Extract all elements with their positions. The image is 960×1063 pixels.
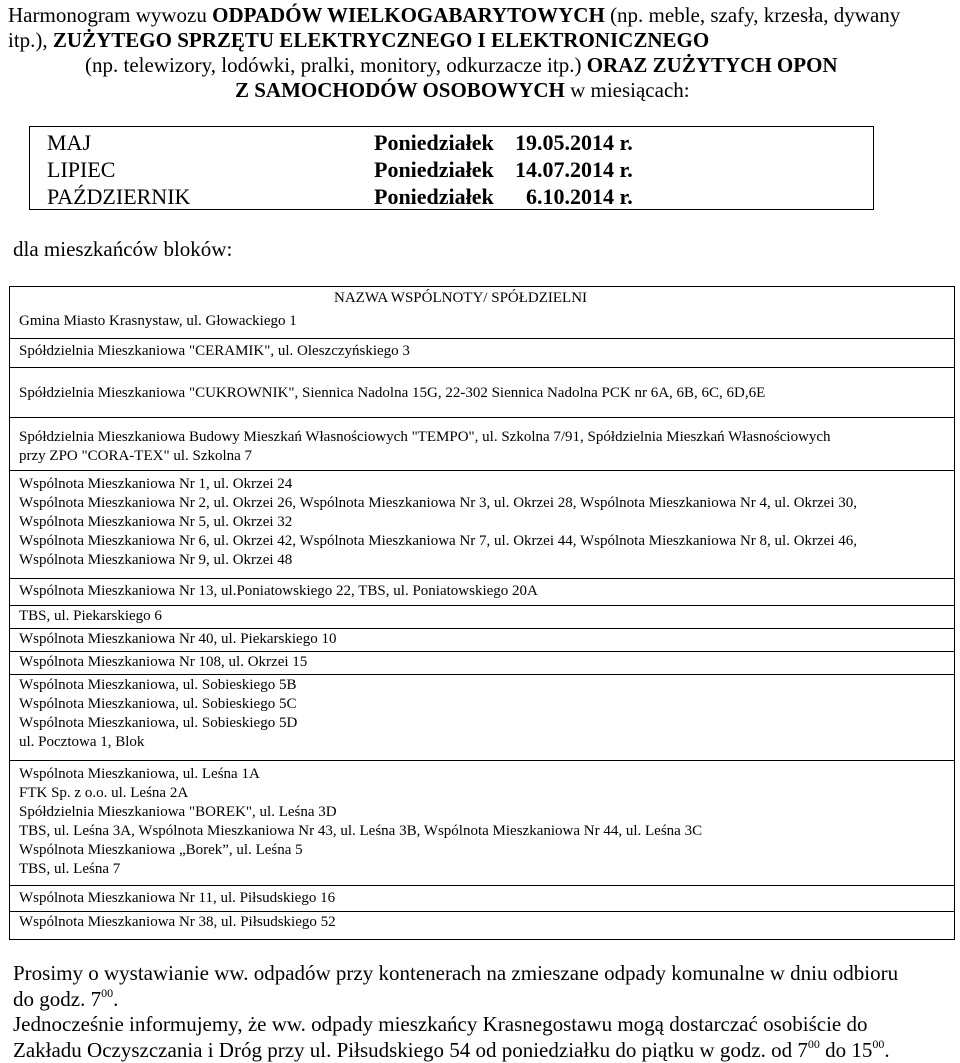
row-divider [10,367,954,368]
table-row: Spółdzielnia Mieszkaniowa Budowy Mieszkań Własnościowych "TEMPO", ul. Szkolna 7/91, Spółdzielnia Mieszkań Własnościowych przy ZPO "CORA-TEX" ul. Szkolna 7 [19,429,831,464]
table-row: TBS, ul. Piekarskiego 6 [19,608,162,624]
row-divider [10,911,954,912]
schedule-date: 19.05.2014 r. [515,130,633,155]
row-divider [10,417,954,418]
title-line-2: itp.), ZUŻYTEGO SPRZĘTU ELEKTRYCZNEGO I ELEKTRONICZNEGO [8,28,710,52]
row-divider [10,885,954,886]
schedule-day: Poniedziałek [374,130,494,155]
table-row: Wspólnota Mieszkaniowa Nr 11, ul. Piłsudskiego 16 [19,890,336,906]
title-line-3: (np. telewizory, lodówki, pralki, monitory, odkurzacze itp.) ORAZ ZUŻYTYCH OPON [85,53,838,77]
schedule-day: Poniedziałek [374,157,494,182]
table-row: Gmina Miasto Krasnystaw, ul. Głowackiego 1 [19,313,297,329]
footer-notice [13,961,958,1063]
row-divider [10,338,954,339]
row-divider [10,628,954,629]
footer-line-1: Prosimy o wystawianie ww. odpadów przy kontenerach na zmieszane odpady komunalne w dniu odbioru [13,961,899,985]
table-row: Spółdzielnia Mieszkaniowa "CUKROWNIK", Siennica Nadolna 15G, 22-302 Siennica Nadolna PCK nr 6A, 6B, 6C, 6D,6E [19,385,766,401]
table-row: Wspólnota Mieszkaniowa Nr 38, ul. Piłsudskiego 52 [19,914,336,930]
row-divider [10,674,954,675]
footer-line-2: do godz. $7^{00}$. [13,985,119,1011]
schedule-box [29,126,874,210]
footer-line-4: Zakładu Oczyszczania i Dróg przy ul. Piłsudskiego 54 od poniedziałku do piątku w godz. od $7^{00}$ do $15^{00}$. [13,1036,890,1062]
table-row: Wspólnota Mieszkaniowa Nr 40, ul. Piekarskiego 10 [19,631,337,647]
title-line-4: Z SAMOCHODÓW OSOBOWYCH w miesiącach: [235,78,690,102]
title-line-1: Harmonogram wywozu ODPADÓW WIELKOGABARYTOWYCH (np. meble, szafy, krzesła, dywany [8,3,901,27]
row-divider [10,651,954,652]
table-row: Spółdzielnia Mieszkaniowa "CERAMIK", ul. Oleszczyńskiego 3 [19,343,410,359]
row-divider [10,760,954,761]
schedule-month: LIPIEC [47,157,116,182]
schedule-day: Poniedziałek [374,184,494,209]
table-row: Wspólnota Mieszkaniowa, ul. Leśna 1A FTK Sp. z o.o. ul. Leśna 2A Spółdzielnia Mieszkaniowa "BOREK", ul. Leśna 3D TBS, ul. Leśna 3A, Wspólnota Mieszkaniowa Nr 43, ul. Leśna 3B, Wspólnota Mieszkaniowa Nr 44, ul. Leśna 3C Wspólnota Mieszkaniowa „Borek”, ul. Leśna 5 TBS, ul. Leśna 7 [19,766,703,877]
row-divider [10,605,954,606]
footer-line-3: Jednocześnie informujemy, że ww. odpady mieszkańcy Krasnegostawu mogą dostarczać osobiście do [13,1012,868,1036]
residents-table [9,286,955,940]
table-row: Wspólnota Mieszkaniowa Nr 108, ul. Okrzei 15 [19,654,308,670]
table-row: Wspólnota Mieszkaniowa, ul. Sobieskiego 5B Wspólnota Mieszkaniowa, ul. Sobieskiego 5C Wspólnota Mieszkaniowa, ul. Sobieskiego 5D ul. Pocztowa 1, Blok [19,677,298,750]
schedule-month: MAJ [47,130,92,155]
schedule-month: PAŹDZIERNIK [47,184,191,209]
row-divider [10,578,954,579]
row-divider [10,470,954,471]
column-header: NAZWA WSPÓLNOTY/ SPÓŁDZIELNI [334,290,588,306]
schedule-date: 14.07.2014 r. [515,157,633,182]
table-row: Wspólnota Mieszkaniowa Nr 13, ul.Poniatowskiego 22, TBS, ul. Poniatowskiego 20A [19,583,538,599]
residents-label: dla mieszkańców bloków: [13,237,233,261]
document-title [8,3,958,103]
table-row: Wspólnota Mieszkaniowa Nr 1, ul. Okrzei 24 Wspólnota Mieszkaniowa Nr 2, ul. Okrzei 26, Wspólnota Mieszkaniowa Nr 3, ul. Okrzei 28, Wspólnota Mieszkaniowa Nr 4, ul. Okrzei 30, Wspólnota Mieszkaniowa Nr 5, ul. Okrzei 32 Wspólnota Mieszkaniowa Nr 6, ul. Okrzei 42, Wspólnota Mieszkaniowa Nr 7, ul. Okrzei 44, Wspólnota Mieszkaniowa Nr 8, ul. Okrzei 46, Wspólnota Mieszkaniowa Nr 9, ul. Okrzei 48 [19,476,858,568]
schedule-date: 6.10.2014 r. [526,184,633,209]
